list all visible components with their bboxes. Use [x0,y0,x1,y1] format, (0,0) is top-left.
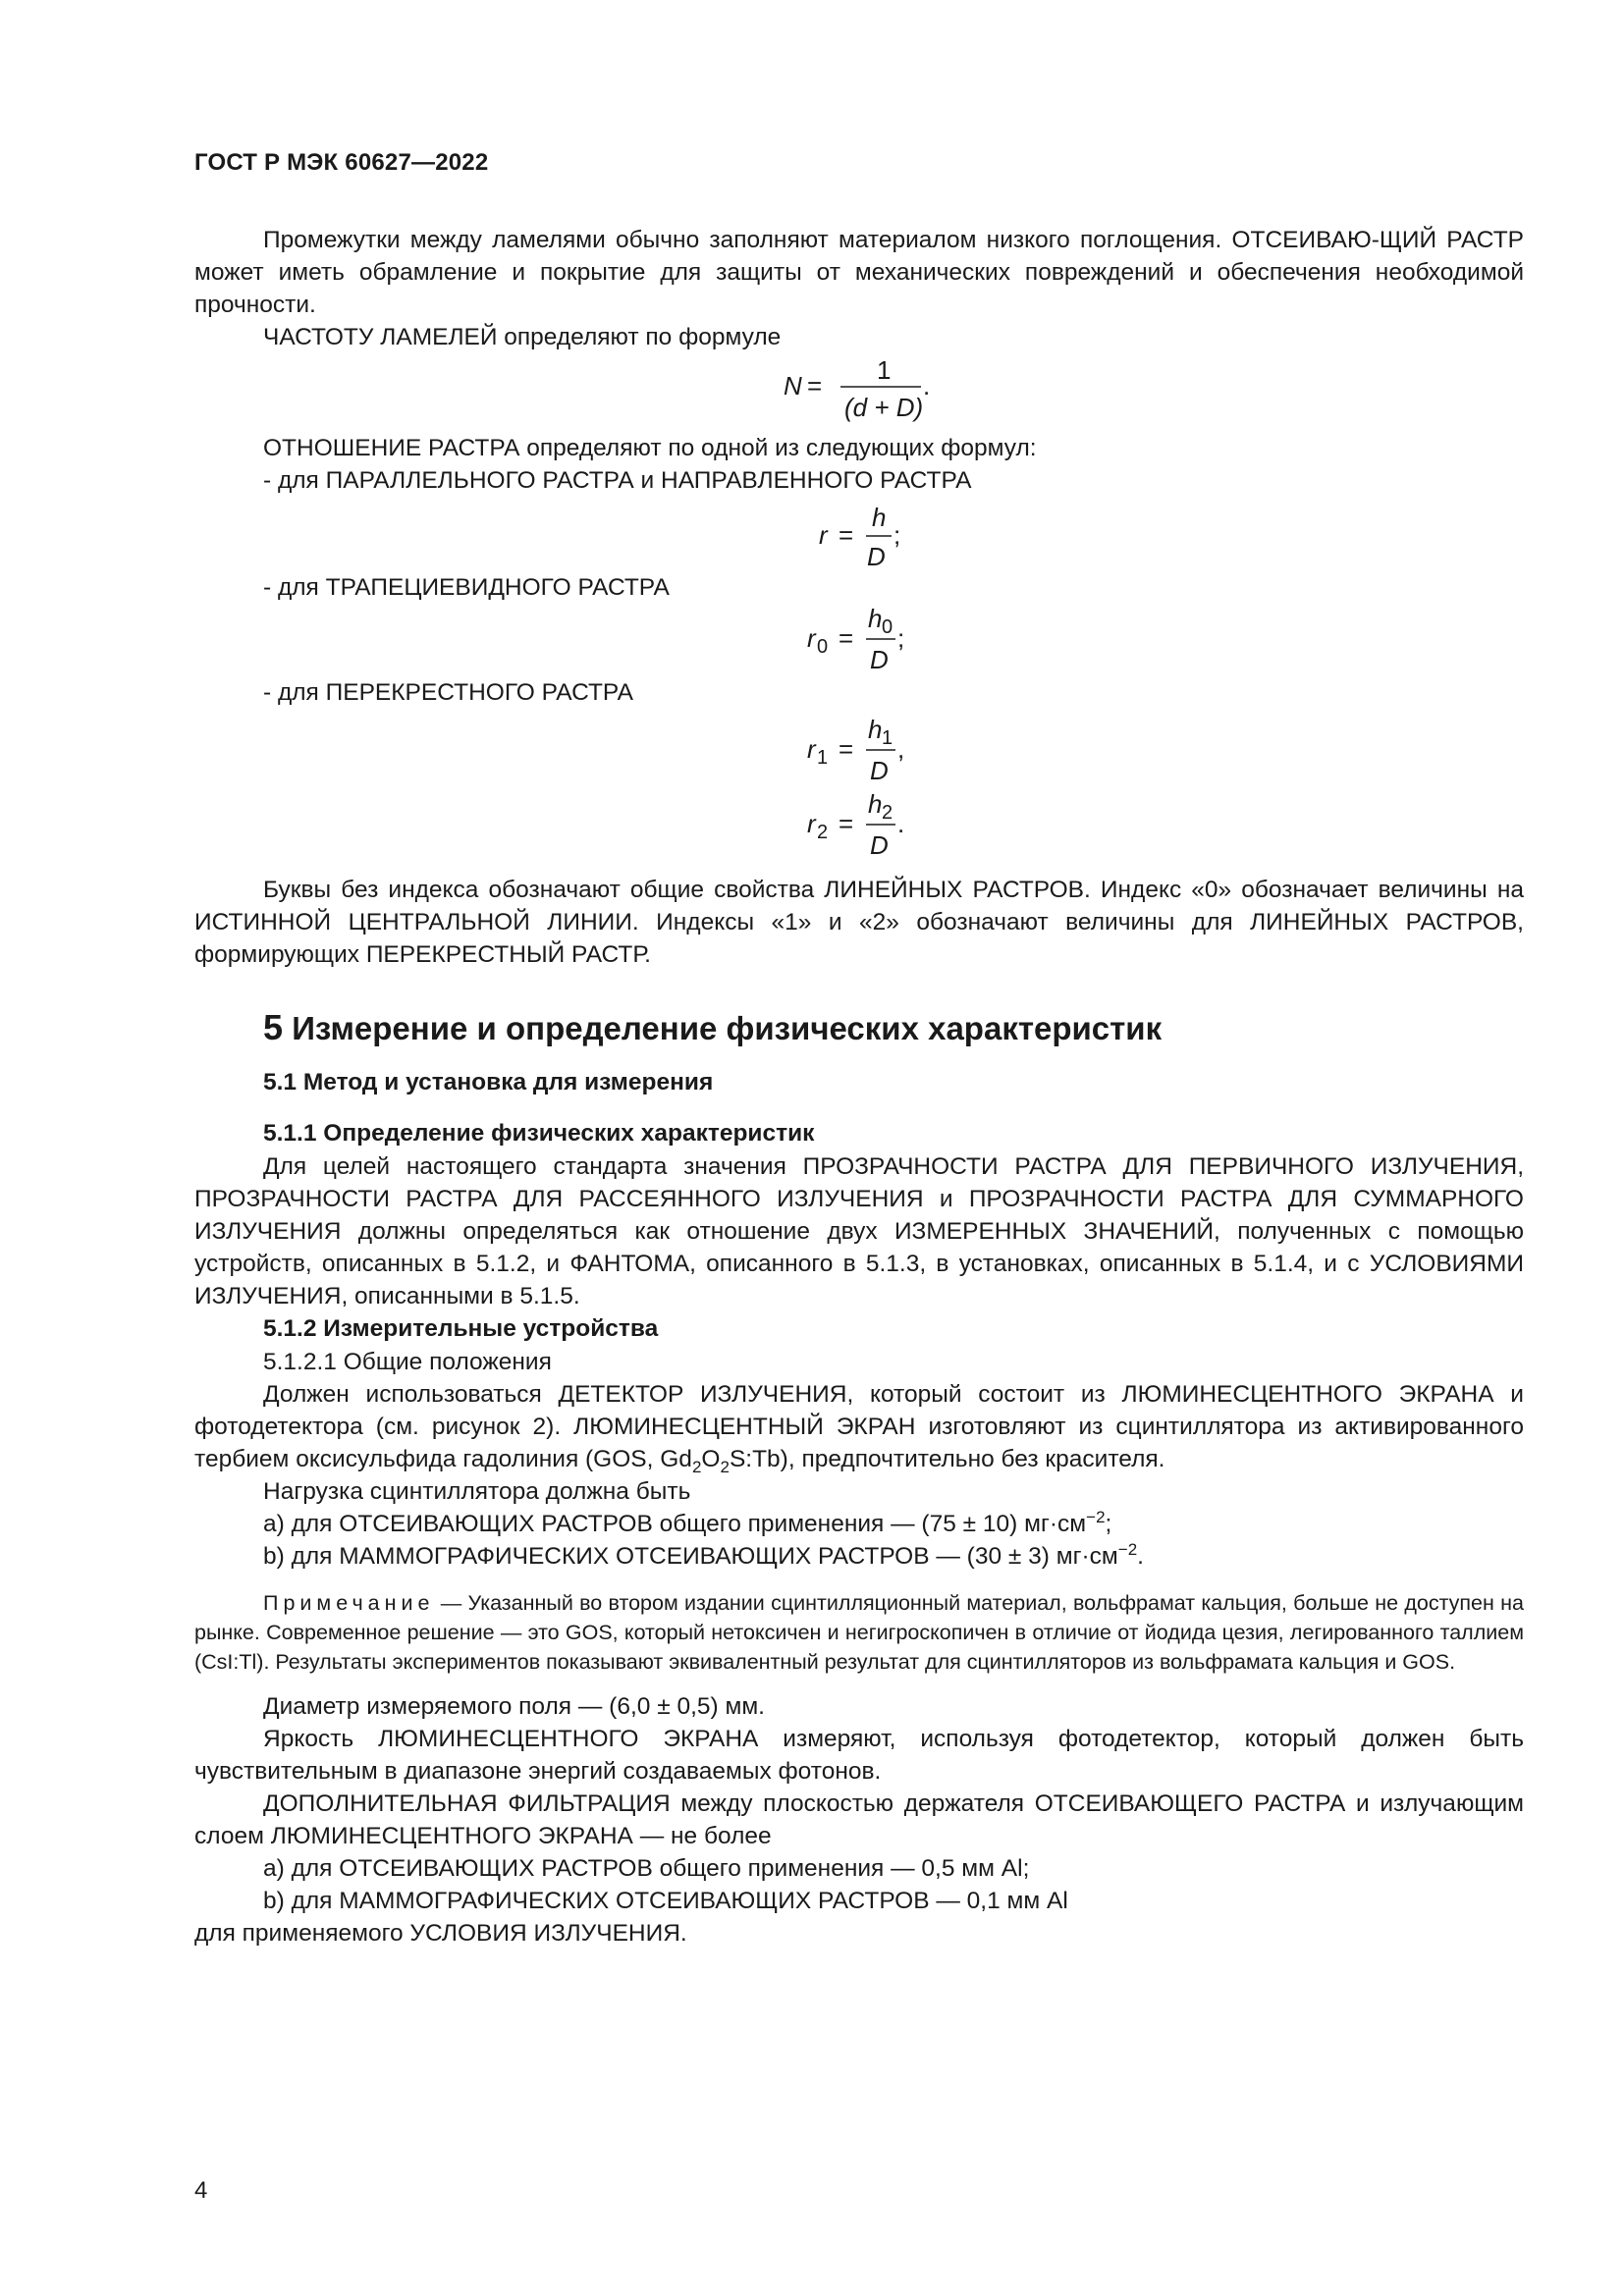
formula-ratio-r-svg [194,497,1524,571]
superscript: −2 [1086,1507,1106,1526]
list-text: a) для ОТСЕИВАЮЩИХ РАСТРОВ общего применения — (75 ± 10) мг·см [263,1511,1087,1537]
section-5-number: 5 [263,1007,284,1047]
formula-ratio-r1-svg [194,709,1524,787]
paragraph-load: Нагрузка сцинтиллятора должна быть [263,1478,691,1505]
formula-lhs: r [807,809,816,838]
formula-equals: = [839,520,854,550]
formula-end: , [897,734,905,764]
formula-numerator: 1 [877,355,892,385]
formula-equals: = [839,734,854,764]
list-parallel-grid: - для ПАРАЛЛЕЛЬНОГО РАСТРА и НАПРАВЛЕННОГО РАСТРА [263,467,972,494]
formula-frequency [194,353,1524,422]
paragraph-grid-ratio: ОТНОШЕНИЕ РАСТРА определяют по одной из следующих формул: [263,435,1037,461]
formula-lhs-sub: 0 [817,636,829,658]
paragraph-text: Должен использоваться ДЕТЕКТОР ИЗЛУЧЕНИЯ, который состоит из ЛЮМИНЕСЦЕНТНОГО ЭКРАНА и фотодетектора (см. рисунок 2). ЛЮМИНЕСЦЕНТНЫЙ ЭКРАН изготовляют из сцинтиллятора из активированного тербием оксисульфида гадолиния (GOS, Gd [194,1381,1524,1472]
list-item-a-filtration: a) для ОТСЕИВАЮЩИХ РАСТРОВ общего применения — 0,5 мм Al; [263,1855,1030,1882]
formula-ratio-r2-svg [194,787,1524,868]
note-text: — Указанный во втором издании сцинтилляционный материал, вольфрамат кальция, больше не доступен на рынке. Современное решение — это GOS, который нетоксичен и негигроскопичен в отличие от йодида цезия, легированного таллием (CsI:Tl). Результаты экспериментов показывают эквивалентный результат для сцинтилляторов из вольфрамата кальция и GOS. [194,1591,1524,1674]
section-5-1-1-heading: 5.1.1 Определение физических характеристик [263,1120,815,1147]
paragraph-lamella-frequency: ЧАСТОТУ ЛАМЕЛЕЙ определяют по формуле [263,324,782,350]
paragraph-indices: Буквы без индекса обозначают общие свойства ЛИНЕЙНЫХ РАСТРОВ. Индекс «0» обозначает величины на ИСТИННОЙ ЦЕНТРАЛЬНОЙ ЛИНИИ. Индексы «1» и «2» обозначают величины для ЛИНЕЙНЫХ РАСТРОВ, формирующих ПЕРЕКРЕСТНЫЙ РАСТР. [194,877,1524,968]
list-text: b) для МАММОГРАФИЧЕСКИХ ОТСЕИВАЮЩИХ РАСТРОВ — (30 ± 3) мг·см [263,1543,1118,1570]
paragraph-text: S:Tb), предпочтительно без красителя. [729,1446,1165,1472]
formula-lhs: N [784,371,802,400]
subscript: 2 [691,1457,702,1476]
formula-denominator: D [870,645,889,674]
paragraph-lamellae-fill: Промежутки между ламелями обычно заполняют материалом низкого поглощения. ОТСЕИВАЮ-ЩИЙ РАСТР может иметь обрамление и покрытие для защиты от механических повреждений и обеспечения необходимой прочности. [194,227,1524,318]
formula-numerator-sub: 2 [882,802,893,824]
formula-denominator: D [870,756,889,785]
formula-frequency-svg [194,353,1524,422]
list-item-b-filtration: b) для МАММОГРАФИЧЕСКИХ ОТСЕИВАЮЩИХ РАСТРОВ — 0,1 мм Al [263,1888,1068,1914]
formula-denominator: D [870,830,889,860]
list-item-a-load [194,1508,1524,1540]
formula-equals: = [807,371,823,400]
subscript: 2 [720,1457,730,1476]
list-focused-grid: - для ТРАПЕЦИЕВИДНОГО РАСТРА [263,574,670,601]
section-5-1-2-heading: 5.1.2 Измерительные устройства [263,1315,659,1342]
formula-numerator-sub: 0 [882,616,893,638]
formula-lhs: r [807,623,816,653]
formula-lhs: r [807,734,816,764]
formula-end: ; [893,520,901,550]
formula-equals: = [839,623,854,653]
page-content [194,224,1524,1949]
paragraph-5-1-2-1 [194,1378,1524,1475]
section-5-title: Измерение и определение физических характеристик [292,1010,1163,1046]
formula-ratio-r2 [194,787,1524,868]
paragraph-diameter: Диаметр измеряемого поля — (6,0 ± 0,5) мм. [263,1693,765,1720]
list-item-b-load [194,1540,1524,1573]
formula-denominator: (d + D) [844,393,924,422]
paragraph-filtration: ДОПОЛНИТЕЛЬНАЯ ФИЛЬТРАЦИЯ между плоскостью держателя ОТСЕИВАЮЩЕГО РАСТРА и излучающим слоем ЛЮМИНЕСЦЕНТНОГО ЭКРАНА — не более [194,1790,1524,1849]
section-5-1-2-1-heading: 5.1.2.1 Общие положения [263,1349,552,1375]
page-number: 4 [194,2177,208,2204]
document-header: ГОСТ Р МЭК 60627—2022 [194,149,489,176]
formula-numerator: h [868,715,883,744]
formula-equals: = [839,809,854,838]
formula-ratio-r0 [194,604,1524,676]
section-5-heading [263,1008,1524,1048]
formula-lhs: r [819,520,828,550]
list-crossed-grid: - для ПЕРЕКРЕСТНОГО РАСТРА [263,679,633,706]
formula-ratio-r1 [194,709,1524,787]
note-paragraph [194,1588,1524,1677]
formula-denominator: D [867,542,886,571]
list-text: . [1137,1543,1144,1570]
paragraph-5-1-1: Для целей настоящего стандарта значения ПРОЗРАЧНОСТИ РАСТРА ДЛЯ ПЕРВИЧНОГО ИЗЛУЧЕНИЯ, ПРОЗРАЧНОСТИ РАСТРА ДЛЯ РАССЕЯННОГО ИЗЛУЧЕНИЯ и ПРОЗРАЧНОСТИ РАСТРА ДЛЯ СУММАРНОГО ИЗЛУЧЕНИЯ должны определяться как отношение двух ИЗМЕРЕННЫХ ЗНАЧЕНИЙ, полученных с помощью устройств, описанных в 5.1.2, и ФАНТОМА, описанного в 5.1.3, в установках, описанных в 5.1.4, и с УСЛОВИЯМИ ИЗЛУЧЕНИЯ, описанными в 5.1.5. [194,1153,1524,1309]
formula-numerator: h [872,503,887,532]
formula-lhs-sub: 1 [817,747,829,769]
formula-numerator-sub: 1 [882,727,893,749]
formula-ratio-r0-svg [194,604,1524,676]
formula-end: . [923,371,931,400]
formula-end: ; [897,623,905,653]
superscript: −2 [1117,1539,1138,1559]
formula-ratio-r [194,497,1524,571]
formula-end: . [897,809,905,838]
section-5-1-heading: 5.1 Метод и установка для измерения [263,1069,714,1095]
note-label: Примечание [263,1591,435,1615]
list-text: ; [1105,1511,1112,1537]
formula-numerator: h [868,789,883,819]
formula-lhs-sub: 2 [817,822,829,843]
paragraph-text: O [701,1446,721,1472]
paragraph-radiation-condition: для применяемого УСЛОВИЯ ИЗЛУЧЕНИЯ. [194,1920,687,1947]
formula-numerator: h [868,604,883,633]
paragraph-brightness: Яркость ЛЮМИНЕСЦЕНТНОГО ЭКРАНА измеряют, используя фотодетектор, который должен быть чувствительным в диапазоне энергий создаваемых фотонов. [194,1726,1524,1785]
